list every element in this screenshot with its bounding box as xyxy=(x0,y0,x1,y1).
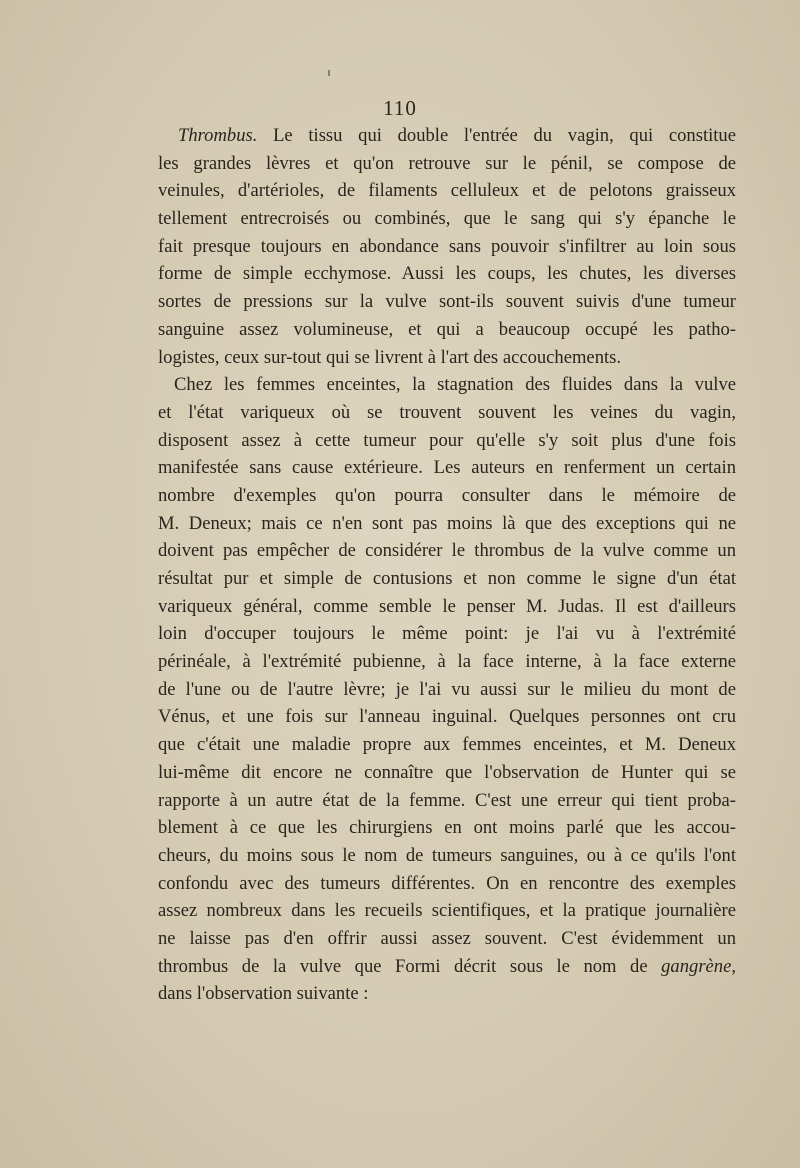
line-text: nombre d'exemples qu'on pourra consulter dans le mémoire de xyxy=(158,484,736,506)
line-text: Chez les femmes enceintes, la stagnation des fluides dans la vulve xyxy=(174,374,736,396)
line-text: confondu avec des tumeurs différentes. On en rencontre des exemples xyxy=(158,872,736,894)
paper-speck xyxy=(328,70,330,76)
line-text: thrombus de la vulve que Formi décrit sous le nom de xyxy=(158,955,662,977)
line-text: sortes de pressions sur la vulve sont-ils souvent suivis d'une tumeur xyxy=(158,291,736,313)
text-line xyxy=(158,648,736,676)
line-text: périnéale, à l'extrémité pubienne, à la face interne, à la face externe xyxy=(158,651,736,673)
text-line xyxy=(158,787,736,815)
text-line xyxy=(158,260,736,288)
line-text: Vénus, et une fois sur l'anneau inguinal. Quelques personnes ont cru xyxy=(158,706,736,728)
text-line xyxy=(158,620,736,648)
line-text: ne laisse pas d'en offrir aussi assez souvent. C'est évidemment un xyxy=(158,927,736,949)
line-text: et l'état variqueux où se trouvent souvent les veines du vagin, xyxy=(158,401,736,423)
text-line xyxy=(158,427,736,455)
line-text: que c'était une maladie propre aux femmes enceintes, et M. Deneux xyxy=(158,734,736,756)
body-text xyxy=(158,122,736,1008)
text-line xyxy=(158,759,736,787)
line-text: loin d'occuper toujours le même point: je l'ai vu à l'extrémité xyxy=(158,623,736,645)
line-text: variqueux général, comme semble le penser M. Judas. Il est d'ailleurs xyxy=(158,595,736,617)
text-line xyxy=(158,122,736,150)
text-line xyxy=(158,565,736,593)
line-text: M. Deneux; mais ce n'en sont pas moins là que des exceptions qui ne xyxy=(158,512,736,534)
italic-term: gangrène, xyxy=(661,955,736,977)
line-text: tellement entrecroisés ou combinés, que le sang qui s'y épanche le xyxy=(158,208,736,230)
text-line xyxy=(158,593,736,621)
text-line xyxy=(158,482,736,510)
line-text: dans l'observation suivante : xyxy=(158,983,369,1005)
text-line xyxy=(158,399,736,427)
text-line xyxy=(158,537,736,565)
text-line xyxy=(158,454,736,482)
line-text: logistes, ceux sur-tout qui se livrent à l'art des accouchements. xyxy=(158,346,622,368)
text-line xyxy=(158,316,736,344)
line-text: veinules, d'artérioles, de filaments celluleux et de pelotons graisseux xyxy=(158,180,736,202)
line-text: forme de simple ecchymose. Aussi les coups, les chutes, les diverses xyxy=(158,263,736,285)
line-text: résultat pur et simple de contusions et non comme le signe d'un état xyxy=(158,568,736,589)
line-text: de l'une ou de l'autre lèvre; je l'ai vu aussi sur le milieu du mont de xyxy=(158,678,736,700)
page-number: 110 xyxy=(383,96,417,120)
text-line xyxy=(158,233,736,261)
line-text: cheurs, du moins sous le nom de tumeurs sanguines, ou à ce qu'ils l'ont xyxy=(158,844,736,866)
text-line xyxy=(158,925,736,953)
text-line xyxy=(158,177,736,205)
line-text: sanguine assez volumineuse, et qui a beaucoup occupé les patho- xyxy=(158,318,736,340)
text-line xyxy=(158,676,736,704)
text-line xyxy=(158,371,736,399)
text-line xyxy=(158,150,736,178)
line-text: fait presque toujours en abondance sans pouvoir s'infiltrer au loin sous xyxy=(158,235,736,257)
text-line xyxy=(158,344,736,372)
line-text: doivent pas empêcher de considérer le thrombus de la vulve comme un xyxy=(158,540,736,562)
text-line xyxy=(158,731,736,759)
text-line xyxy=(158,953,736,981)
line-text: manifestée sans cause extérieure. Les auteurs en renferment un certain xyxy=(158,457,736,479)
line-text: lui-même dit encore ne connaître que l'observation de Hunter qui se xyxy=(158,761,736,783)
text-line xyxy=(158,842,736,870)
line-text: les grandes lèvres et qu'on retrouve sur le pénil, se compose de xyxy=(158,152,736,174)
line-text: blement à ce que les chirurgiens en ont moins parlé que les accou- xyxy=(158,817,736,839)
line-text: disposent assez à cette tumeur pour qu'elle s'y soit plus d'une fois xyxy=(158,429,736,451)
text-line xyxy=(158,288,736,316)
text-line xyxy=(158,870,736,898)
text-line xyxy=(158,980,736,1008)
text-line xyxy=(158,703,736,731)
line-text: rapporte à un autre état de la femme. C'est une erreur qui tient proba- xyxy=(158,789,736,811)
text-line xyxy=(158,205,736,233)
italic-lead: Thrombus. xyxy=(178,125,258,146)
text-line xyxy=(158,510,736,538)
text-line xyxy=(158,814,736,842)
line-text: Le tissu qui double l'entrée du vagin, qui constitue xyxy=(257,125,736,146)
text-line xyxy=(158,897,736,925)
line-text: assez nombreux dans les recueils scientifiques, et la pratique journalière xyxy=(158,900,736,922)
